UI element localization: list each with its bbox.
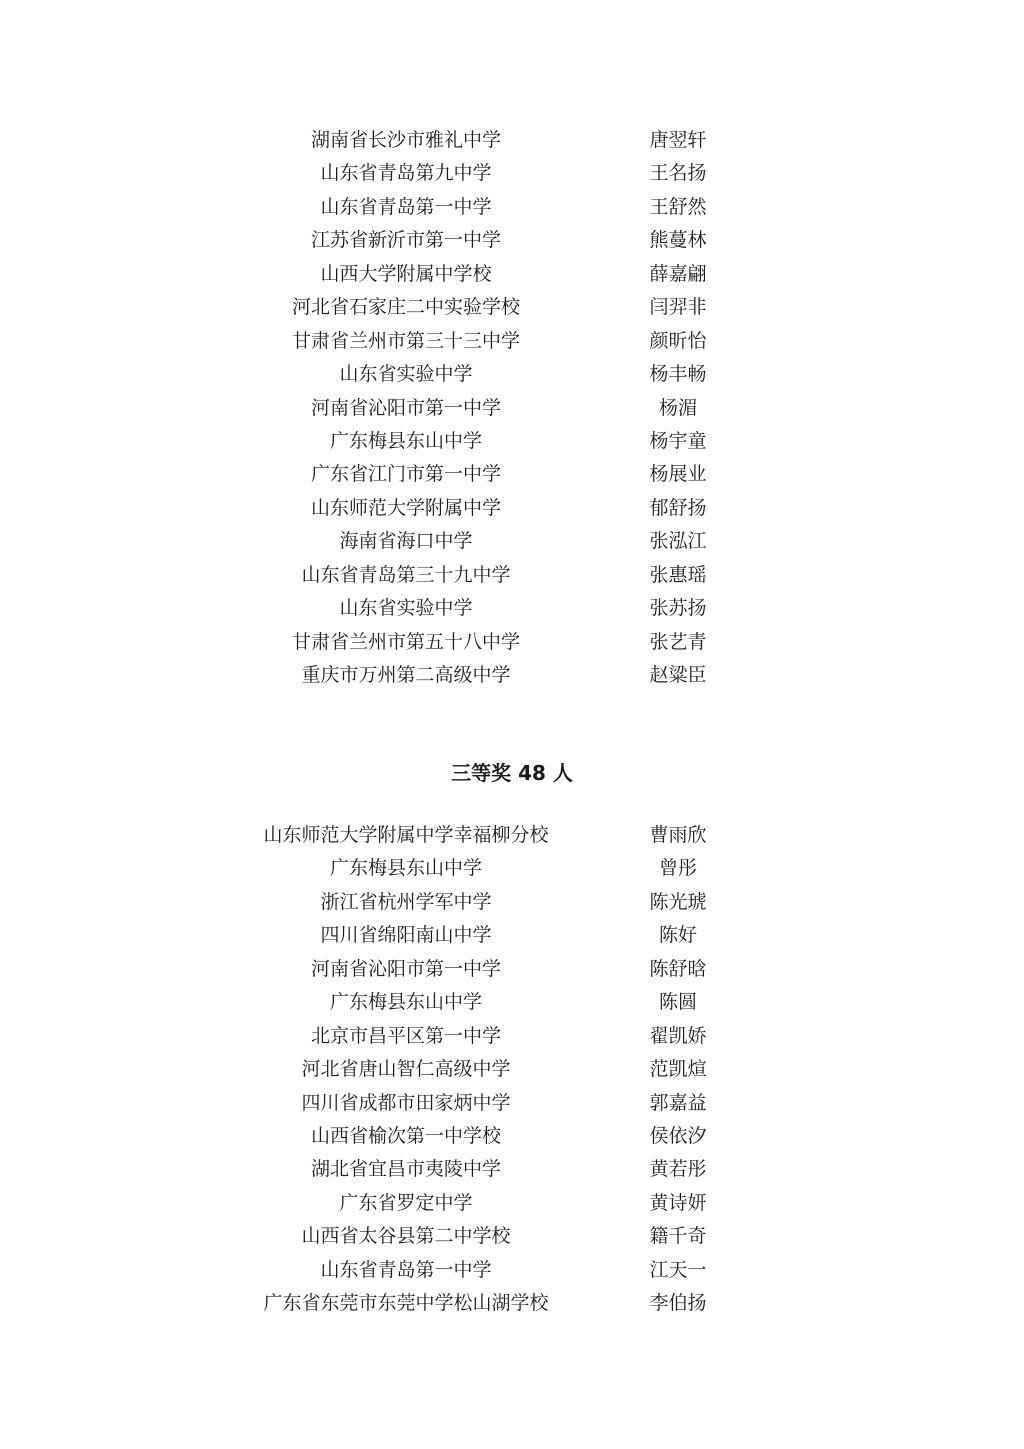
list-row	[0, 525, 1024, 558]
student-name: 张艺青	[649, 630, 707, 653]
student-name: 王舒然	[649, 195, 707, 218]
school-name: 四川省成都市田家炳中学	[301, 1091, 511, 1114]
school-name: 重庆市万州第二高级中学	[301, 664, 511, 686]
student-name: 赵粱臣	[649, 664, 707, 686]
list-row	[0, 1187, 1024, 1220]
school-name: 广东梅县东山中学	[329, 429, 482, 452]
school-name: 广东省江门市第一中学	[310, 463, 501, 486]
list-row	[0, 1153, 1024, 1186]
student-name: 杨丰畅	[649, 363, 707, 386]
list-row	[0, 224, 1024, 257]
school-name: 河南省沁阳市第一中学	[310, 396, 501, 419]
list-row	[0, 458, 1024, 491]
school-name: 山东师范大学附属中学	[310, 496, 501, 519]
school-name: 北京市昌平区第一中学	[310, 1024, 501, 1047]
school-name: 广东梅县东山中学	[329, 857, 482, 880]
student-name: 范凯煊	[649, 1058, 707, 1081]
school-name: 山西省太谷县第二中学校	[301, 1225, 511, 1248]
school-name: 广东省罗定中学	[339, 1191, 473, 1214]
student-name: 郁舒扬	[649, 496, 707, 519]
school-name: 山西大学附属中学校	[320, 262, 492, 285]
student-name: 黄诗妍	[649, 1191, 707, 1214]
list-row	[0, 953, 1024, 986]
school-name: 山东省青岛第一中学	[320, 1258, 492, 1281]
student-name: 唐翌轩	[649, 129, 707, 151]
student-name: 曾彤	[658, 857, 697, 880]
student-name: 王名扬	[649, 162, 707, 185]
student-name: 江天一	[649, 1258, 707, 1281]
student-name: 杨湄	[658, 396, 697, 419]
list-row	[0, 157, 1024, 190]
list-row	[0, 659, 1024, 692]
list-row	[0, 852, 1024, 885]
list-row	[0, 1120, 1024, 1153]
list-row	[0, 1053, 1024, 1086]
list-row	[0, 258, 1024, 291]
school-name: 广东梅县东山中学	[329, 991, 482, 1014]
list-row	[0, 592, 1024, 625]
student-name: 熊蔓林	[649, 229, 707, 252]
list-row	[0, 291, 1024, 324]
list-row	[0, 1220, 1024, 1253]
student-name: 陈圆	[658, 991, 697, 1014]
school-name: 江苏省新沂市第一中学	[310, 229, 501, 252]
student-name: 张泓江	[649, 530, 707, 553]
student-name: 张惠瑶	[649, 563, 707, 586]
student-name: 陈舒晗	[649, 957, 707, 980]
school-name: 湖北省宜昌市夷陵中学	[310, 1158, 501, 1181]
student-name: 郭嘉益	[649, 1091, 707, 1114]
student-name: 张苏扬	[649, 597, 707, 620]
school-name: 甘肃省兰州市第三十三中学	[291, 329, 520, 352]
student-name: 翟凯娇	[649, 1024, 707, 1047]
list-row	[0, 1287, 1024, 1320]
student-name: 颜昕怡	[649, 329, 707, 352]
student-name: 杨宇童	[649, 429, 707, 452]
list-row	[0, 492, 1024, 525]
list-row	[0, 191, 1024, 224]
list-row	[0, 626, 1024, 659]
student-name: 曹雨欣	[649, 824, 707, 846]
school-name: 山东省青岛第一中学	[320, 195, 492, 218]
award-list-continued	[0, 124, 1024, 692]
list-row	[0, 986, 1024, 1019]
student-name: 籍千奇	[649, 1225, 707, 1248]
student-name: 侯依汐	[649, 1124, 707, 1147]
third-prize-heading: 三等奖 48 人	[451, 761, 573, 785]
student-name: 陈光琥	[649, 890, 707, 913]
school-name: 山东省青岛第九中学	[320, 162, 492, 185]
school-name: 广东省东莞市东莞中学松山湖学校	[263, 1292, 549, 1315]
school-name: 山东省青岛第三十九中学	[301, 563, 511, 586]
list-row	[0, 1254, 1024, 1287]
list-row	[0, 819, 1024, 852]
school-name: 山东省实验中学	[339, 363, 473, 386]
student-name: 黄若彤	[649, 1158, 707, 1181]
school-name: 河北省唐山智仁高级中学	[301, 1058, 511, 1081]
school-name: 山东师范大学附属中学幸福柳分校	[263, 824, 549, 846]
student-name: 杨展业	[649, 463, 707, 486]
student-name: 李伯扬	[649, 1292, 707, 1315]
school-name: 浙江省杭州学军中学	[320, 890, 492, 913]
list-row	[0, 325, 1024, 358]
list-row	[0, 425, 1024, 458]
list-row	[0, 559, 1024, 592]
school-name: 山东省实验中学	[339, 597, 473, 620]
school-name: 湖南省长沙市雅礼中学	[310, 129, 501, 151]
student-name: 陈好	[658, 924, 697, 947]
list-row	[0, 392, 1024, 425]
school-name: 海南省海口中学	[339, 530, 473, 553]
list-row	[0, 358, 1024, 391]
school-name: 河北省石家庄二中实验学校	[291, 296, 520, 319]
list-row	[0, 1087, 1024, 1120]
list-row	[0, 919, 1024, 952]
school-name: 四川省绵阳南山中学	[320, 924, 492, 947]
school-name: 山西省榆次第一中学校	[310, 1124, 501, 1147]
school-name: 河南省沁阳市第一中学	[310, 957, 501, 980]
student-name: 薛嘉翩	[649, 262, 707, 285]
third-prize-list	[0, 819, 1024, 1321]
school-name: 甘肃省兰州市第五十八中学	[291, 630, 520, 653]
student-name: 闫羿非	[649, 296, 707, 319]
list-row	[0, 124, 1024, 157]
list-row	[0, 886, 1024, 919]
list-row	[0, 1020, 1024, 1053]
